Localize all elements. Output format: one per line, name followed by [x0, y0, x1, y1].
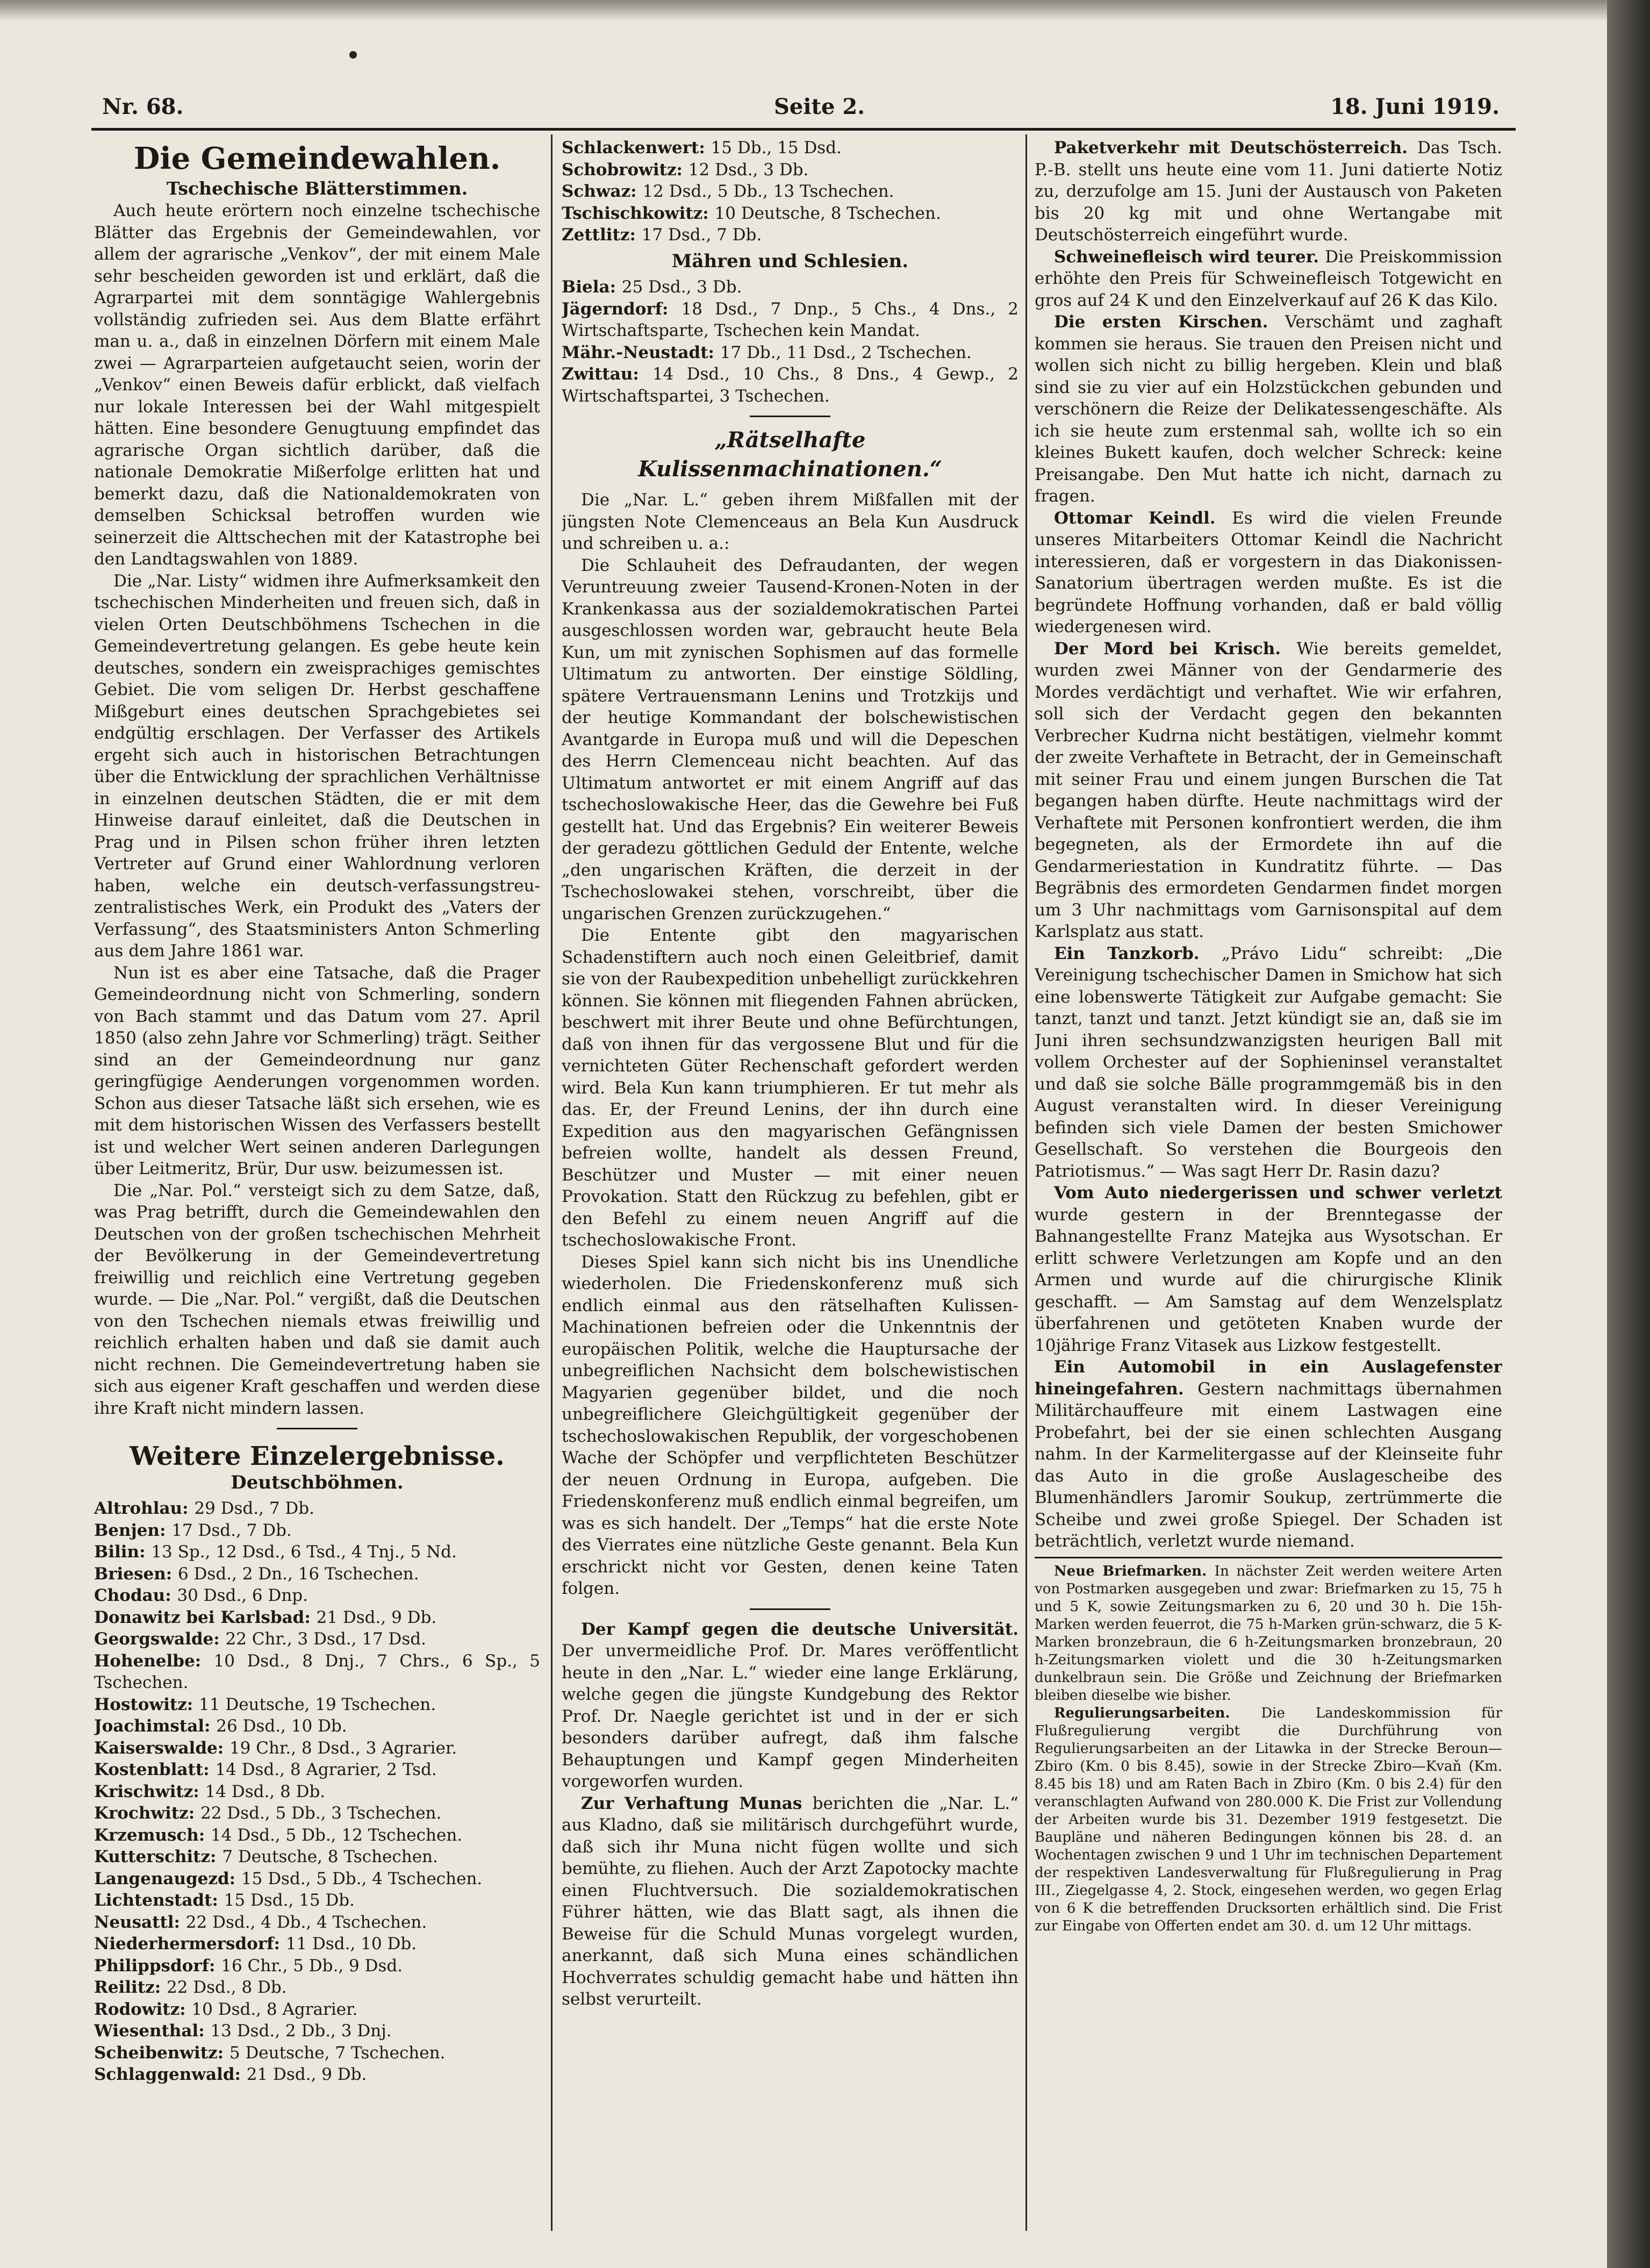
result-entry [94, 1955, 540, 1977]
page-header [102, 94, 1500, 126]
place-name: Joachimstal: [94, 1716, 217, 1736]
place-name: Krzemusch: [94, 1825, 211, 1845]
paragraph: Dieses Spiel kann sich nicht bis ins Unendliche wiederholen. Die Friedenskonferenz muß sich endlich einmal aus den rätselhaften Kulissen-Machinationen befreien oder die Unkenntnis der europäischen Politik, welche die Hauptursache der unbegreiflichen Nachsicht dem bolschewistischen Magyarien gegenüber bildet, und die noch unbegreiflichere Gleichgültigkeit gegenüber der tschechoslowakischen Republik, der vorgeschobenen Wache der Schöpfer und verpflichteten Beschützer der neuen Ordnung in Europa, aufgeben. Die Friedenskonferenz muß endlich einmal begreifen, um was es sich handelt. Der „Temps“ hat die erste Note des Vierrates eine nützliche Geste genannt. Bela Kun erschrickt nicht vor Gesten, denen keine Taten folgen. [562, 1252, 1018, 1598]
section-rule [750, 1608, 830, 1610]
scan-top-edge [0, 0, 1650, 22]
paragraph: Die Schlauheit des Defraudanten, der wegen Veruntreuung zweier Tausend-Kronen-Noten in der Krankenkassa aus der sozialdemokratischen Partei ausgeschlossen worden war, gebraucht heute Bela Kun, um mit zynischen Sophismen auf das formelle Ultimatum zu antworten. Der einstige Söldling, spätere Vertrauensmann Lenins und Trotzkijs und der heutige Kommandant der bolschewistischen Avantgarde in Europa muß und will die Depeschen des Herrn Clemenceau nicht beachten. Auf das Ultimatum antwortet er mit einem Angriff auf das tschechoslowakische Heer, das die Gewehre bei Fuß gestellt hat. Und das Ergebnis? Ein weiterer Beweis der geradezu göttlichen Geduld der Entente, welche „den ungarischen Kräften, die derzeit in der Tschechoslowakei stehen, vorschreibt, über die ungarischen Grenzen zurückzugehen.“ [562, 555, 1018, 924]
result-entry [94, 1541, 540, 1563]
place-name: Bilin: [94, 1542, 152, 1562]
result-text: 18 Dsd., 7 Dnp., 5 Chs., 4 Dns., 2 Wirtschaftsparte, Tschechen kein Mandat. [562, 299, 1018, 340]
paragraph: Nun ist es aber eine Tatsache, daß die Prager Gemeindeordnung nicht von Schmerling, sondern von Bach stammt und das Datum vom 27. April 1850 (also zehn Jahre vor Schmerling) trägt. Seither sind an der Gemeindeordnung nur ganz geringfügige Aenderungen vorgenommen worden. Schon aus dieser Tatsache läßt sich ersehen, wie es mit dem historischen Wissen des Verfassers bestellt ist und welcher Wert seinen anderen Darlegungen über Leitmeritz, Brür, Dur usw. beizumessen ist. [94, 963, 540, 1178]
issue-number: Nr. 68. [102, 94, 184, 119]
place-name: Chodau: [94, 1586, 177, 1605]
result-text: 10 Dsd., 8 Agrarier. [191, 1999, 358, 2019]
result-text: 6 Dsd., 2 Dn., 16 Tschechen. [177, 1564, 419, 1584]
result-text: 15 Dsd., 15 Db. [224, 1891, 355, 1910]
result-entry [562, 298, 1018, 342]
result-entry [562, 137, 1018, 159]
result-entry [94, 1607, 540, 1629]
notes-list [562, 1619, 1018, 2011]
result-entry [94, 1977, 540, 1999]
result-text: 10 Deutsche, 8 Tschechen. [714, 203, 941, 223]
result-text: 30 Dsd., 6 Dnp. [177, 1586, 309, 1605]
news-note [1035, 246, 1502, 312]
place-name: Briesen: [94, 1564, 178, 1584]
result-text: 26 Dsd., 10 Db. [216, 1716, 347, 1736]
result-text: 15 Dsd., 5 Db., 4 Tschechen. [241, 1869, 483, 1888]
result-text: 14 Dsd., 8 Agrarier, 2 Tsd. [215, 1760, 437, 1779]
result-entry [562, 159, 1018, 181]
result-entry [94, 1802, 540, 1825]
place-name: Reilitz: [94, 1978, 167, 1997]
result-entry [562, 363, 1018, 407]
place-name: Mähr.-Neustadt: [562, 342, 720, 362]
note-text: Die Preiskommission erhöhte den Preis für Schweinefleisch Totgewicht en gros auf 24 K und den Einzelverkauf auf 26 K das Kilo. [1035, 247, 1502, 310]
notes-list [1035, 137, 1502, 1552]
news-note [1035, 311, 1502, 507]
result-entry [94, 1825, 540, 1847]
result-entry [562, 203, 1018, 225]
result-text: 13 Dsd., 2 Db., 3 Dnj. [210, 2021, 392, 2041]
news-note [1035, 638, 1502, 943]
paragraph: Auch heute erörtern noch einzelne tschechische Blätter das Ergebnis der Gemeindewahlen, vor allem der agrarische „Venkov“, der mit einem Male sehr bescheiden geworden ist und erklärt, daß die Agrarpartei mit dem sonntägige Wahlergebnis vollständig zufrieden sei. Aus dem Blatte erfährt man u. a., daß in einzelnen Dörfern mit einem Male zwei — Agrarparteien aufgetaucht seien, worin der „Venkov“ einen Beweis dafür erblickt, daß vielfach nur lokale Interessen bei der Wahl mitgespielt hätten. Eine besondere Genugtuung empfindet das agrarische Organ sichtlich darüber, daß die nationale Demokratie Mißerfolge erlitten hat und bemerkt dazu, daß die Nationaldemokraten von demselben Schicksal betroffen wurden wie seinerzeit die Alttschechen mit der Katastrophe bei den Landtagswahlen von 1889. [94, 201, 540, 569]
result-text: 13 Sp., 12 Dsd., 6 Tsd., 4 Tnj., 5 Nd. [151, 1542, 457, 1562]
article-title: „Rätselhafte Kulissenmachinationen.“ [638, 427, 942, 482]
section-subhead: Mähren und Schlesien. [671, 250, 909, 272]
result-text: 25 Dsd., 3 Db. [621, 277, 742, 297]
result-entry [562, 342, 1018, 364]
results-list [562, 276, 1018, 407]
result-entry [94, 2042, 540, 2064]
column-3 [1035, 137, 1502, 2234]
note-heading: Schweinefleisch wird teurer. [1054, 247, 1325, 267]
note-text: Verschämt und zaghaft kommen sie heraus. Sie trauen den Preisen nicht und wollen sich nicht zu billig hergeben. Klein und blaß sind sie zu vier auf ein Holzstückchen gebunden und verschönern die Reize der Delikatessengeschäfte. Als ich sie heute zum erstenmal sah, wollte ich so ein kleines Bukett kaufen, doch welcher Schreck: keine Preisangabe. Den Mut hatte ich nicht, darnach zu fragen. [1035, 312, 1502, 506]
note-heading: Vom Auto niedergerissen und schwer verletzt [1054, 1183, 1502, 1203]
place-name: Schwaz: [562, 182, 643, 201]
column-divider-2 [1025, 134, 1027, 2231]
result-text: 21 Dsd., 9 Db. [246, 2065, 367, 2084]
issue-date: 18. Juni 1919. [1330, 94, 1500, 119]
section-rule [277, 1428, 357, 1429]
place-name: Schlackenwert: [562, 138, 711, 158]
result-text: 5 Deutsche, 7 Tschechen. [229, 2043, 446, 2063]
result-text: 22 Dsd., 5 Db., 3 Tschechen. [200, 1804, 442, 1823]
result-text: 12 Dsd., 3 Db. [688, 160, 809, 180]
place-name: Niederhermersdorf: [94, 1934, 286, 1954]
column-2 [562, 137, 1018, 2234]
header-rule [91, 128, 1516, 131]
result-text: 17 Dsd., 7 Db. [171, 1520, 292, 1540]
news-note [562, 1619, 1018, 1793]
result-text: 17 Dsd., 7 Db. [641, 225, 762, 245]
result-text: 12 Dsd., 5 Db., 13 Tschechen. [642, 182, 894, 201]
result-entry [562, 181, 1018, 203]
result-text: 14 Dsd., 8 Db. [205, 1782, 326, 1801]
result-text: 21 Dsd., 9 Db. [316, 1607, 437, 1627]
result-entry [94, 1715, 540, 1737]
place-name: Langenaugezd: [94, 1869, 241, 1888]
result-text: 7 Deutsche, 8 Tschechen. [222, 1847, 438, 1866]
article-title: Die Gemeindewahlen. [133, 141, 501, 176]
paragraph: Die „Nar. L.“ geben ihrem Mißfallen mit der jüngsten Note Clemenceaus an Bela Kun Ausdruck und schreiben u. a.: [562, 490, 1018, 553]
result-entry [94, 1498, 540, 1520]
place-name: Krischwitz: [94, 1782, 205, 1801]
place-name: Kutterschitz: [94, 1847, 223, 1866]
paragraph: Die „Nar. Listy“ widmen ihre Aufmerksamkeit den tschechischen Minderheiten und freuen sich, daß in vielen Orten Deutschböhmens Tschechen in die Gemeindevertretung gelangen. Es gebe heute kein deutsches, sondern ein zweisprachiges gemischtes Gebiet. Die vom seligen Dr. Herbst geschaffene Mißgeburt eines deutschen Sprachgebietes sei endgültig erschlagen. Der Verfasser des Artikels ergeht sich auch in historischen Betrachtungen über die Entwicklung der sprachlichen Verhältnisse in einzelnen deutschen Städten, die er mit dem Hinweise darauf einleitet, daß die Deutschen in Prag und in Pilsen schon früher ihren letzten Vertreter auf Grund einer Wahlordnung verloren haben, welche ein deutsch-verfassungstreu-zentralistisches Werk, ein Produkt des „Vaters der Verfassung“, des Staatsministers Anton Schmerling aus dem Jahre 1861 war. [94, 571, 540, 961]
note-heading: Paketverkehr mit Deutschösterreich. [1054, 138, 1418, 158]
result-entry [94, 1694, 540, 1716]
note-text: „Právo Lidu“ schreibt: „Die Vereinigung tschechischer Damen in Smichow hat sich eine lobenswerte Tätigkeit zur Aufgabe gemacht: Sie tanzt, tanzt und tanzt. Jetzt kündigt sie an, daß sie im Juni ihren sechsundzwanzigsten heurigen Ball mit vollem Orchester auf der Sophieninsel veranstaltet und daß sie solche Bälle programmgemäß bis in den August veranstalten wird. In dieser Vereinigung befinden sich viele Damen der besten Smichower Gesellschaft. So verstehen die Bourgeois den Patriotismus.“ — Was sagt Herr Dr. Rasin dazu? [1035, 943, 1502, 1181]
place-name: Hohenelbe: [94, 1651, 214, 1671]
news-note [1035, 1356, 1502, 1552]
note-text: Der unvermeidliche Prof. Dr. Mares veröffentlicht heute in den „Nar. L.“ wieder eine lange Erklärung, welche gegen die jüngste Kundgebung des Rektor Prof. Dr. Naegle gerichtet ist und in der er sich besonders darüber aufregt, daß ihm falsche Behauptungen und Kampf gegen Minderheiten vorgeworfen wurden. [562, 1641, 1018, 1791]
place-name: Tschischkowitz: [562, 203, 715, 223]
note-heading: Der Mord bei Krisch. [1054, 639, 1297, 659]
note-text: Wie bereits gemeldet, wurden zwei Männer von der Gendarmerie des Mordes verdächtigt und verhaftet. Wie wir erfahren, soll sich der Verdacht gegen den bekannten Verbrecher Kudrna nicht bestätigen, vielmehr kommt der zweite Verhaftete in Betracht, der in Gemeinschaft mit seiner Frau und einem jungen Burschen die Tat begangen haben dürfte. Heute nachmittags wird der Verhaftete mit Personen konfrontiert werden, die ihm begegneten, als der Ermordete ihn auf die Gendarmeriestation in Kundratitz führte. — Das Begräbnis des ermordeten Gendarmen findet morgen um 3 Uhr nachmittags vom Garnisonspital auf dem Karlsplatz aus statt. [1035, 639, 1502, 941]
place-name: Altrohlau: [94, 1499, 195, 1518]
place-name: Georgswalde: [94, 1629, 226, 1649]
place-name: Benjen: [94, 1520, 172, 1540]
note-heading: Zur Verhaftung Munas [581, 1793, 813, 1813]
result-entry [94, 1585, 540, 1607]
column-divider-1 [551, 134, 553, 2231]
section-subhead: Deutschböhmen. [231, 1471, 404, 1493]
note-heading: Regulierungsarbeiten. [1054, 1705, 1261, 1721]
article-subtitle: Tschechische Blätterstimmen. [166, 178, 468, 199]
result-text: 29 Dsd., 7 Db. [194, 1499, 314, 1518]
results-list [94, 1498, 540, 2086]
place-name: Kostenblatt: [94, 1760, 216, 1779]
note-text: Es wird die vielen Freunde unseres Mitarbeiters Ottomar Keindl die Nachricht interessieren, daß er vorgestern in das Diakonissen-Sanatorium übertragen werden mußte. Es ist die begründete Hoffnung vorhanden, daß er bald völlig wiedergenesen wird. [1035, 508, 1502, 636]
result-entry [562, 224, 1018, 246]
result-entry [94, 1999, 540, 2021]
punch-hole [349, 51, 357, 59]
note-heading: Ein Automobil in ein Auslagefenster hineingefahren. [1035, 1357, 1502, 1399]
note-heading: Der Kampf gegen die deutsche Universität. [581, 1619, 1018, 1639]
note-heading: Neue Briefmarken. [1054, 1563, 1215, 1579]
result-entry [94, 1781, 540, 1803]
result-entry [562, 276, 1018, 298]
news-note [562, 1793, 1018, 2011]
note-text: wurde gestern in der Brenntegasse der Bahnangestellte Franz Matejka aus Wysotschan. Er erlitt schwere Verletzungen am Kopfe und an den Armen und wurde auf die chirurgische Klinik geschafft. — Am Samstag auf dem Wenzelsplatz überfahrenen und getöteten Knaben wurde der 10jährige Franz Vitasek aus Lizkow festgestellt. [1035, 1205, 1502, 1355]
place-name: Zettlitz: [562, 225, 642, 245]
place-name: Scheibenwitz: [94, 2043, 229, 2063]
result-entry [94, 1912, 540, 1934]
note-text: Gestern nachmittags übernahmen Militärchauffeure mit einem Lastwagen eine Probefahrt, bei der sie einen schlechten Ausgang nahm. In der Karmelitergasse auf der Kleinseite fuhr das Auto in die große Auslagescheibe des Blumenhändlers Jaromir Soukup, zertrümmerte die Scheibe und zwei große Spiegel. Der Schaden ist beträchtlich, verletzt wurde niemand. [1035, 1379, 1502, 1551]
result-entry [94, 1737, 540, 1759]
result-entry [94, 1759, 540, 1781]
note-heading: Ottomar Keindl. [1054, 508, 1232, 528]
small-notes-list [1035, 1563, 1502, 1935]
result-entry [94, 2020, 540, 2042]
result-entry [94, 1868, 540, 1890]
note-text: berichten die „Nar. L.“ aus Kladno, daß sie militärisch durchgeführt wurde, daß sich ihr Muna nicht fügen wollte und sich bemühte, zu fliehen. Auch der Arzt Zapotocky machte einen Fluchtversuch. Die sozialdemokratischen Führer hätten, wie das Blatt sagt, als ihnen die Beweise für die Schuld Munas vorgelegt wurden, anerkannt, daß sich Muna eines schändlichen Hochverrates schuldig gemacht habe und hätten ihn selbst verurteilt. [562, 1793, 1018, 2009]
result-text: 11 Dsd., 10 Db. [285, 1934, 417, 1954]
place-name: Schlaggenwald: [94, 2065, 247, 2084]
note-heading: Die ersten Kirschen. [1054, 312, 1285, 332]
note-heading: Ein Tanzkorb. [1054, 943, 1222, 963]
result-text: 16 Chr., 5 Db., 9 Dsd. [221, 1956, 403, 1976]
result-text: 22 Dsd., 4 Db., 4 Tschechen. [185, 1912, 427, 1932]
place-name: Donawitz bei Karlsbad: [94, 1607, 317, 1627]
place-name: Philippsdorf: [94, 1956, 221, 1976]
place-name: Hostowitz: [94, 1694, 199, 1714]
place-name: Jägerndorf: [562, 299, 681, 319]
news-note [1035, 1705, 1502, 1935]
news-note [1035, 943, 1502, 1183]
news-note [1035, 1182, 1502, 1356]
result-text: 17 Db., 11 Dsd., 2 Tschechen. [720, 342, 972, 362]
result-text: 15 Db., 15 Dsd. [711, 138, 842, 158]
place-name: Lichtenstadt: [94, 1891, 224, 1910]
place-name: Schobrowitz: [562, 160, 688, 180]
section-rule [750, 416, 830, 417]
result-entry [94, 2064, 540, 2086]
note-text: Das Tsch. P.-B. stellt uns heute eine vom 11. Juni datierte Notiz zu, derzufolge am 15. Juni der Austausch von Paketen bis 20 kg mit und ohne Wertangabe mit Deutschösterreich eingeführt wurde. [1035, 138, 1502, 245]
column-1 [94, 137, 540, 2234]
result-text: 14 Dsd., 5 Db., 12 Tschechen. [211, 1825, 463, 1845]
section-rule [1035, 1557, 1502, 1558]
page-number: Seite 2. [774, 94, 865, 119]
news-note [1035, 137, 1502, 246]
result-entry [94, 1628, 540, 1650]
place-name: Kaiserswalde: [94, 1738, 229, 1758]
place-name: Krochwitz: [94, 1804, 200, 1823]
result-text: 19 Chr., 8 Dsd., 3 Agrarier. [229, 1738, 457, 1758]
note-text: Die Landeskommission für Flußregulierung vergibt die Durchführung von Regulierungsarbeiten an der Litawka in der Strecke Beroun—Zbiro (Km. 0 bis 8.45), sowie in der Strecke Zbiro—Kvaň (Km. 8.45 bis 18) und am Raten Bach in Zbiro (Km. 0 bis 2.4) für den veranschlagten Aufwand von 280.000 K. Die Frist zur Vollendung der Arbeiten wurde bis 31. Dezember 1919 festgesetzt. Die Baupläne und näheren Bedingungen können bis 28. d. an Wochentagen zwischen 9 und 1 Uhr im technischen Departement der respektiven Landesverwaltung für Flußregulierung in Prag III., Ziegelgasse 4, 2. Stock, eingesehen werden, wo gegen Erlag von 6 K die betreffenden Drucksorten erhältlich sind. Die Frist zur Eingabe von Offerten endet am 30. d. um 12 Uhr mittags. [1035, 1705, 1502, 1934]
result-entry [94, 1650, 540, 1694]
place-name: Zwittau: [562, 364, 652, 384]
result-entry [94, 1933, 540, 1955]
scan-binding-edge [1607, 0, 1650, 2268]
place-name: Biela: [562, 277, 622, 297]
result-entry [94, 1890, 540, 1912]
result-text: 22 Chr., 3 Dsd., 17 Dsd. [225, 1629, 426, 1649]
place-name: Wiesenthal: [94, 2021, 211, 2041]
place-name: Rodowitz: [94, 1999, 192, 2019]
paragraph: Die „Nar. Pol.“ versteigt sich zu dem Satze, daß, was Prag betrifft, durch die Gemeindewahlen den Deutschen von der großen tschechischen Mehrheit der Bevölkerung in der Gemeindevertretung freiwillig und reichlich eine Vertretung gegeben wurde. — Die „Nar. Pol.“ vergißt, daß die Deutschen von den Tschechen niemals etwas freiwillig und reichlich erhalten haben und daß sie damit auch nicht rechnen. Die Gemeindevertretung haben sie sich aus eigener Kraft geschaffen und werden diese ihre Kraft nicht mindern lassen. [94, 1180, 540, 1418]
result-text: 22 Dsd., 8 Db. [166, 1978, 287, 1997]
results-list [562, 137, 1018, 246]
result-entry [94, 1563, 540, 1585]
news-note [1035, 507, 1502, 638]
note-text: In nächster Zeit werden weitere Arten von Postmarken ausgegeben und zwar: Briefmarken zu 15, 75 h und 5 K, sowie Zeitungsmarken zu 6, 20 und 30 h. Die 15h-Marken werden feuerrot, die 75 h-Marken grün-schwarz, die 5 K-Marken bronzebraun, die 6 h-Zeitungsmarken bronzebraun, 20 h-Zeitungsmarken violett und die 30 h-Zeitungsmarken dunkelbraun sein. Die Größe und Zeichnung der Briefmarken bleiben dieselbe wie bisher. [1035, 1563, 1502, 1704]
result-entry [94, 1520, 540, 1542]
paragraph: Die Entente gibt den magyarischen Schadenstiftern auch noch einen Geleitbrief, damit sie von der Raubexpedition unbehelligt zurückkehren können. Sie können mit fliegenden Fahnen abrücken, beschwert mit ihrer Beute und ohne Befürchtungen, daß von ihnen für das vergossene Blut und für die vernichteten Güter Rechenschaft gefordert werden wird. Bela Kun kann triumphieren. Er tut mehr als das. Er, der Freund Lenins, der ihn durch eine Expedition aus den magyarischen Gefängnissen befreien wollte, handelt als dessen Freund, Beschützer und Muster — mit einer neuen Provokation. Statt den Rückzug zu befehlen, gibt er den Befehl zu einem neuen Angriff auf die tschechoslowakische Front. [562, 926, 1018, 1250]
place-name: Neusattl: [94, 1912, 186, 1932]
result-text: 11 Deutsche, 19 Tschechen. [199, 1694, 436, 1714]
result-text: 14 Dsd., 10 Chs., 8 Dns., 4 Gewp., 2 Wirtschaftspartei, 3 Tschechen. [562, 364, 1018, 406]
result-text: 10 Dsd., 8 Dnj., 7 Chrs., 6 Sp., 5 Tschechen. [94, 1651, 540, 1692]
result-entry [94, 1846, 540, 1868]
news-note [1035, 1563, 1502, 1705]
section-title: Weitere Einzelergebnisse. [130, 1441, 505, 1471]
